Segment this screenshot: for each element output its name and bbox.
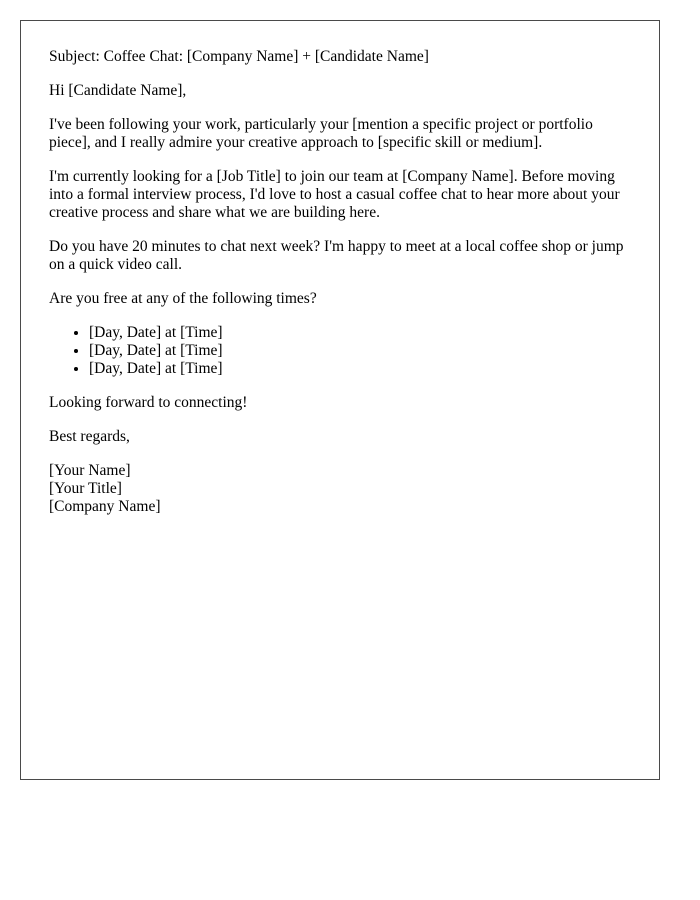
role-paragraph: I'm currently looking for a [Job Title] to join our team at [Company Name]. Before moving into a formal interview process, I'd love to host a casual coffee chat to hear more about your creative process and share what we are building here. (49, 168, 620, 221)
greeting: Hi [Candidate Name], (49, 82, 187, 99)
intro-paragraph: I've been following your work, particularly your [mention a specific project or portfolio piece], and I really admire your creative approach to [specific skill or medium]. (49, 116, 593, 151)
time-slot-item: • [Day, Date] at [Time] (89, 324, 629, 342)
availability-intro: Are you free at any of the following times? (49, 290, 317, 307)
subject-line: Subject: Coffee Chat: [Company Name] + [Candidate Name] (49, 48, 429, 65)
signature-company: [Company Name] (49, 498, 161, 515)
time-slot-item: • [Day, Date] at [Time] (89, 360, 629, 378)
time-slot-list (49, 324, 629, 378)
meeting-request-paragraph: Do you have 20 minutes to chat next week? I'm happy to meet at a local coffee shop or jump on a quick video call. (49, 238, 624, 273)
signature-block (49, 462, 629, 516)
signature-name: [Your Name] (49, 462, 131, 479)
closing-line: Looking forward to connecting! (49, 394, 248, 411)
letter-body (49, 48, 629, 516)
sign-off: Best regards, (49, 428, 130, 445)
signature-title: [Your Title] (49, 480, 122, 497)
time-slot-item: • [Day, Date] at [Time] (89, 342, 629, 360)
